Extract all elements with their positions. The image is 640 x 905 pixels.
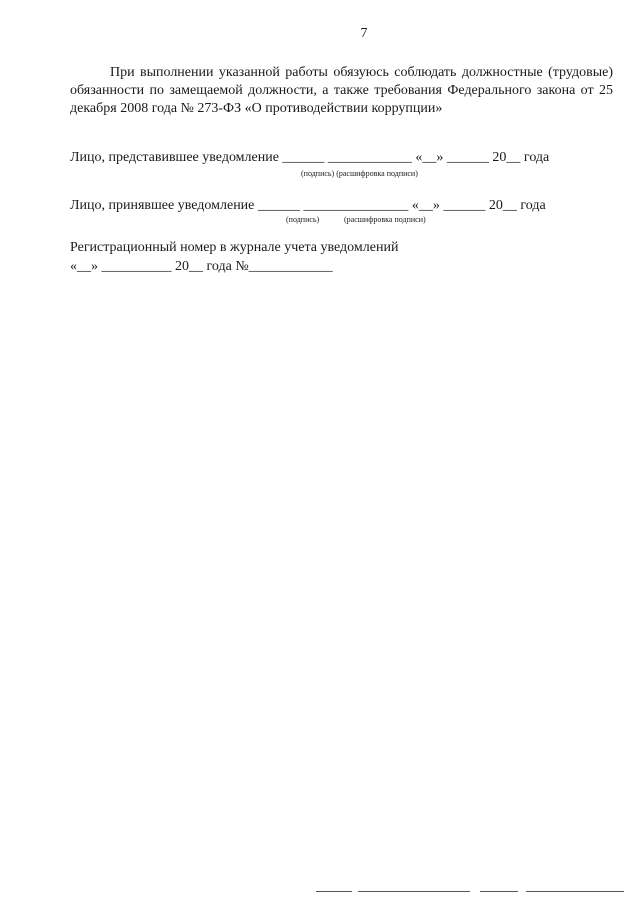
receiver-caption-decoding: (расшифровка подписи) (344, 215, 426, 224)
receiver-line: Лицо, принявшее уведомление ______ _______________ «__» ______ 20__ года (70, 198, 546, 213)
footer-rule (316, 891, 352, 892)
registration-label: Регистрационный номер в журнале учета уведомлений (70, 240, 399, 255)
registration-line: «__» __________ 20__ года №____________ (70, 259, 333, 274)
page-number: 7 (360, 26, 368, 41)
footer-rule (358, 891, 470, 892)
receiver-caption-signature: (подпись) (286, 215, 320, 224)
submitter-caption: (подпись) (расшифровка подписи) (301, 169, 418, 178)
obligation-paragraph: При выполнении указанной работы обязуюсь соблюдать должностные (трудовые) обязанности по замещаемой должности, а также требования Федерального закона от 25 декабря 2008 года № 273-ФЗ «О противодействии коррупции» (70, 65, 613, 116)
submitter-line: Лицо, представившее уведомление ______ ____________ «__» ______ 20__ года (70, 150, 550, 165)
footer-rule (480, 891, 518, 892)
footer-rule (526, 891, 624, 892)
